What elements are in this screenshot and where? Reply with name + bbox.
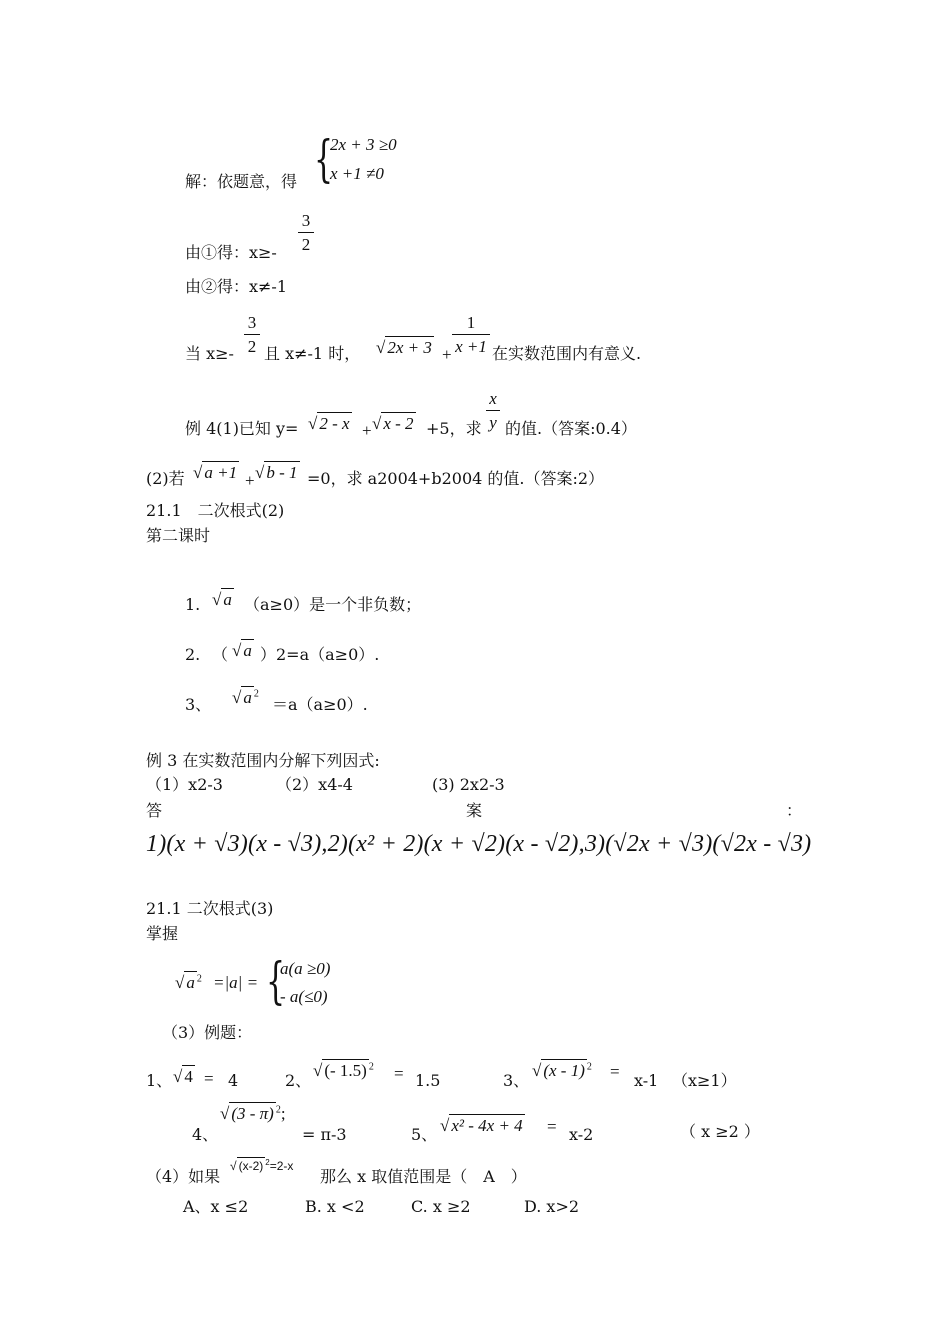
step-1-label: 由①得：x≥- <box>185 243 277 262</box>
fraction-bar <box>298 232 314 233</box>
property-3-radical <box>232 686 259 706</box>
radical-sign-icon: √ <box>376 338 386 357</box>
example-1-value: 4 <box>228 1071 239 1090</box>
property-1-radical <box>212 588 234 608</box>
answer-label-3: ： <box>786 801 803 820</box>
example-2-number: 2、 <box>285 1071 312 1090</box>
section-3-title: 21.1 二次根式(3) <box>146 899 274 918</box>
radicand: b - 1 <box>266 463 298 482</box>
ex4-1-middle: +5，求 <box>426 419 482 438</box>
radicand: a <box>243 641 252 660</box>
example-3-number: 3、 <box>503 1071 530 1090</box>
ex4-2-suffix: =0，求 a2004+b2004 的值.（答案:2） <box>307 469 605 488</box>
radicand: 2x + 3 <box>387 338 432 357</box>
ex4-1-suffix: 的值.（答案:0.4） <box>505 419 637 438</box>
radical-sign-icon: √ <box>193 463 203 482</box>
example-3-item-2: （2）x4-4 <box>276 775 353 794</box>
example-5-equals: = <box>547 1117 557 1136</box>
property-1-number: 1. <box>185 595 201 614</box>
ex4-1-denominator: y <box>489 413 497 432</box>
step-1-fraction <box>298 212 314 253</box>
system-line-2: x +1 ≠0 <box>330 164 384 183</box>
example-5-number: 5、 <box>411 1125 438 1144</box>
radical-sign-icon: √ <box>230 1159 237 1173</box>
section-2-title: 21.1 二次根式(2) <box>146 501 285 520</box>
ex4-2-radical-1 <box>193 461 239 481</box>
property-1-text: （a≥0）是一个非负数； <box>244 595 422 614</box>
radical-sign-icon: √ <box>232 641 242 660</box>
answer-label-1: 答 <box>146 801 163 820</box>
option-a: A、x ≤2 <box>183 1197 249 1216</box>
radicand: 4 <box>184 1067 193 1086</box>
property-2-open-paren: （ <box>212 645 229 664</box>
property-2-radical <box>232 639 254 659</box>
radicand: (3 - π) <box>231 1104 274 1123</box>
radicand: a +1 <box>204 463 238 482</box>
radical-sign-icon: √ <box>308 414 318 433</box>
question-4-radical <box>230 1157 293 1172</box>
conclusion-radical <box>376 336 434 356</box>
radicand: 2 - x <box>319 414 350 433</box>
radicand: (x-2) <box>238 1159 264 1173</box>
abs-formula-case-1: a(a ≥0) <box>280 959 331 978</box>
section-3-subtitle: 掌握 <box>146 924 179 943</box>
question-4-suffix: 那么 x 取值范围是（ A ） <box>320 1167 527 1186</box>
semicolon: ; <box>280 1104 286 1123</box>
example-5-condition: （ x ≥2 ） <box>680 1122 760 1141</box>
examples-label: （3）例题： <box>162 1023 253 1042</box>
radical-sign-icon: √ <box>313 1061 323 1080</box>
fraction-bar <box>244 334 260 335</box>
conclusion-fraction-numerator: 1 <box>466 313 476 332</box>
plus-sign: + <box>442 345 452 364</box>
conclusion-fraction <box>244 314 260 355</box>
example-2-equals: = <box>394 1064 404 1083</box>
example-4-radical <box>220 1102 286 1122</box>
abs-formula-radical <box>175 971 202 991</box>
radical-sign-icon: √ <box>372 414 382 433</box>
example-3-item-3: (3) 2x2-3 <box>432 775 505 794</box>
example-3-radical <box>532 1059 592 1079</box>
radicand: x - 2 <box>383 414 414 433</box>
conclusion-fraction-2 <box>452 314 490 355</box>
example-2-value: 1.5 <box>415 1071 441 1090</box>
radical-sign-icon: √ <box>255 463 265 482</box>
property-2-number: 2. <box>185 645 201 664</box>
example-1-equals: = <box>204 1069 214 1088</box>
radical-sign-icon: √ <box>212 590 222 609</box>
answer-label-2: 案 <box>466 801 483 820</box>
step-1-denominator: 2 <box>301 235 311 254</box>
radicand: a <box>223 590 232 609</box>
conclusion-middle: 且 x≠-1 时， <box>264 344 361 363</box>
example-3-item-1: （1）x2-3 <box>146 775 223 794</box>
radical-sign-icon: √ <box>232 688 242 707</box>
ex4-2-radical-2 <box>255 461 300 481</box>
example-3-title: 例 3 在实数范围内分解下列因式: <box>146 751 380 770</box>
ex4-1-radical-1 <box>308 412 352 432</box>
ex4-1-prefix: 例 4(1)已知 y= <box>185 419 299 438</box>
section-2-subtitle: 第二课时 <box>146 526 211 545</box>
abs-formula-case-2: - a(≤0) <box>280 987 328 1006</box>
conclusion-fraction-denominator: x +1 <box>455 337 487 356</box>
property-3-text: ＝a（a≥0）. <box>272 695 368 714</box>
example-5-value: x-2 <box>569 1125 594 1144</box>
radicand: a <box>186 973 195 992</box>
ex4-1-radical-2 <box>372 412 416 432</box>
example-3-value: x-1 <box>634 1071 659 1090</box>
radical-sign-icon: √ <box>220 1104 230 1123</box>
option-b: B. x <2 <box>305 1197 365 1216</box>
conclusion-numerator: 3 <box>247 313 257 332</box>
radicand: (- 1.5) <box>324 1061 367 1080</box>
exponent: 2 <box>265 1158 270 1167</box>
radical-sign-icon: √ <box>175 973 185 992</box>
property-3-number: 3、 <box>185 695 212 714</box>
conclusion-prefix: 当 x≥- <box>185 344 234 363</box>
radical-sign-icon: √ <box>532 1061 542 1080</box>
exponent: 2 <box>253 688 259 700</box>
option-c: C. x ≥2 <box>411 1197 471 1216</box>
fraction-bar <box>486 410 500 411</box>
system-line-1: 2x + 3 ≥0 <box>330 135 397 154</box>
radicand: x² - 4x + 4 <box>451 1116 523 1135</box>
example-5-radical <box>440 1114 525 1134</box>
abs-formula-lhs: =|a| = <box>213 973 259 992</box>
example-4-value: = π-3 <box>302 1125 347 1144</box>
example-4-number: 4、 <box>192 1125 219 1144</box>
option-d: D. x>2 <box>524 1197 580 1216</box>
example-1-radical <box>173 1065 195 1085</box>
question-4-equation: =2-x <box>269 1159 294 1173</box>
answer-factorization: 1)(x + √3)(x - √3),2)(x² + 2)(x + √2)(x - √2),3)(√2x + √3)(√2x - √3) <box>146 831 812 857</box>
step-2-label: 由②得：x≠-1 <box>185 277 288 296</box>
ex4-2-prefix: (2)若 <box>146 469 185 488</box>
plus-sign: + <box>362 421 372 440</box>
abs-formula-brace: { <box>266 952 286 1010</box>
example-1-number: 1、 <box>146 1071 173 1090</box>
exponent: 2 <box>275 1104 281 1116</box>
solution-intro: 解：依题意，得 <box>185 172 298 191</box>
exponent: 2 <box>586 1061 592 1073</box>
example-3-condition: （x≥1） <box>672 1071 737 1090</box>
system-brace: { <box>314 130 334 188</box>
ex4-1-numerator: x <box>489 389 497 408</box>
conclusion-denominator: 2 <box>247 337 257 356</box>
example-2-radical <box>313 1059 374 1079</box>
exponent: 2 <box>196 973 202 985</box>
radical-sign-icon: √ <box>173 1067 183 1086</box>
conclusion-suffix: 在实数范围内有意义. <box>492 344 642 363</box>
property-2-text: ）2=a（a≥0）. <box>260 645 380 664</box>
radicand: a <box>243 688 252 707</box>
radicand: (x - 1) <box>543 1061 585 1080</box>
example-3-equals: = <box>610 1062 620 1081</box>
exponent: 2 <box>368 1061 374 1073</box>
question-4-prefix: （4）如果 <box>146 1167 221 1186</box>
fraction-bar <box>452 334 490 335</box>
plus-sign: + <box>245 471 255 490</box>
step-1-numerator: 3 <box>301 211 311 230</box>
ex4-1-fraction <box>486 390 500 431</box>
radical-sign-icon: √ <box>440 1116 450 1135</box>
